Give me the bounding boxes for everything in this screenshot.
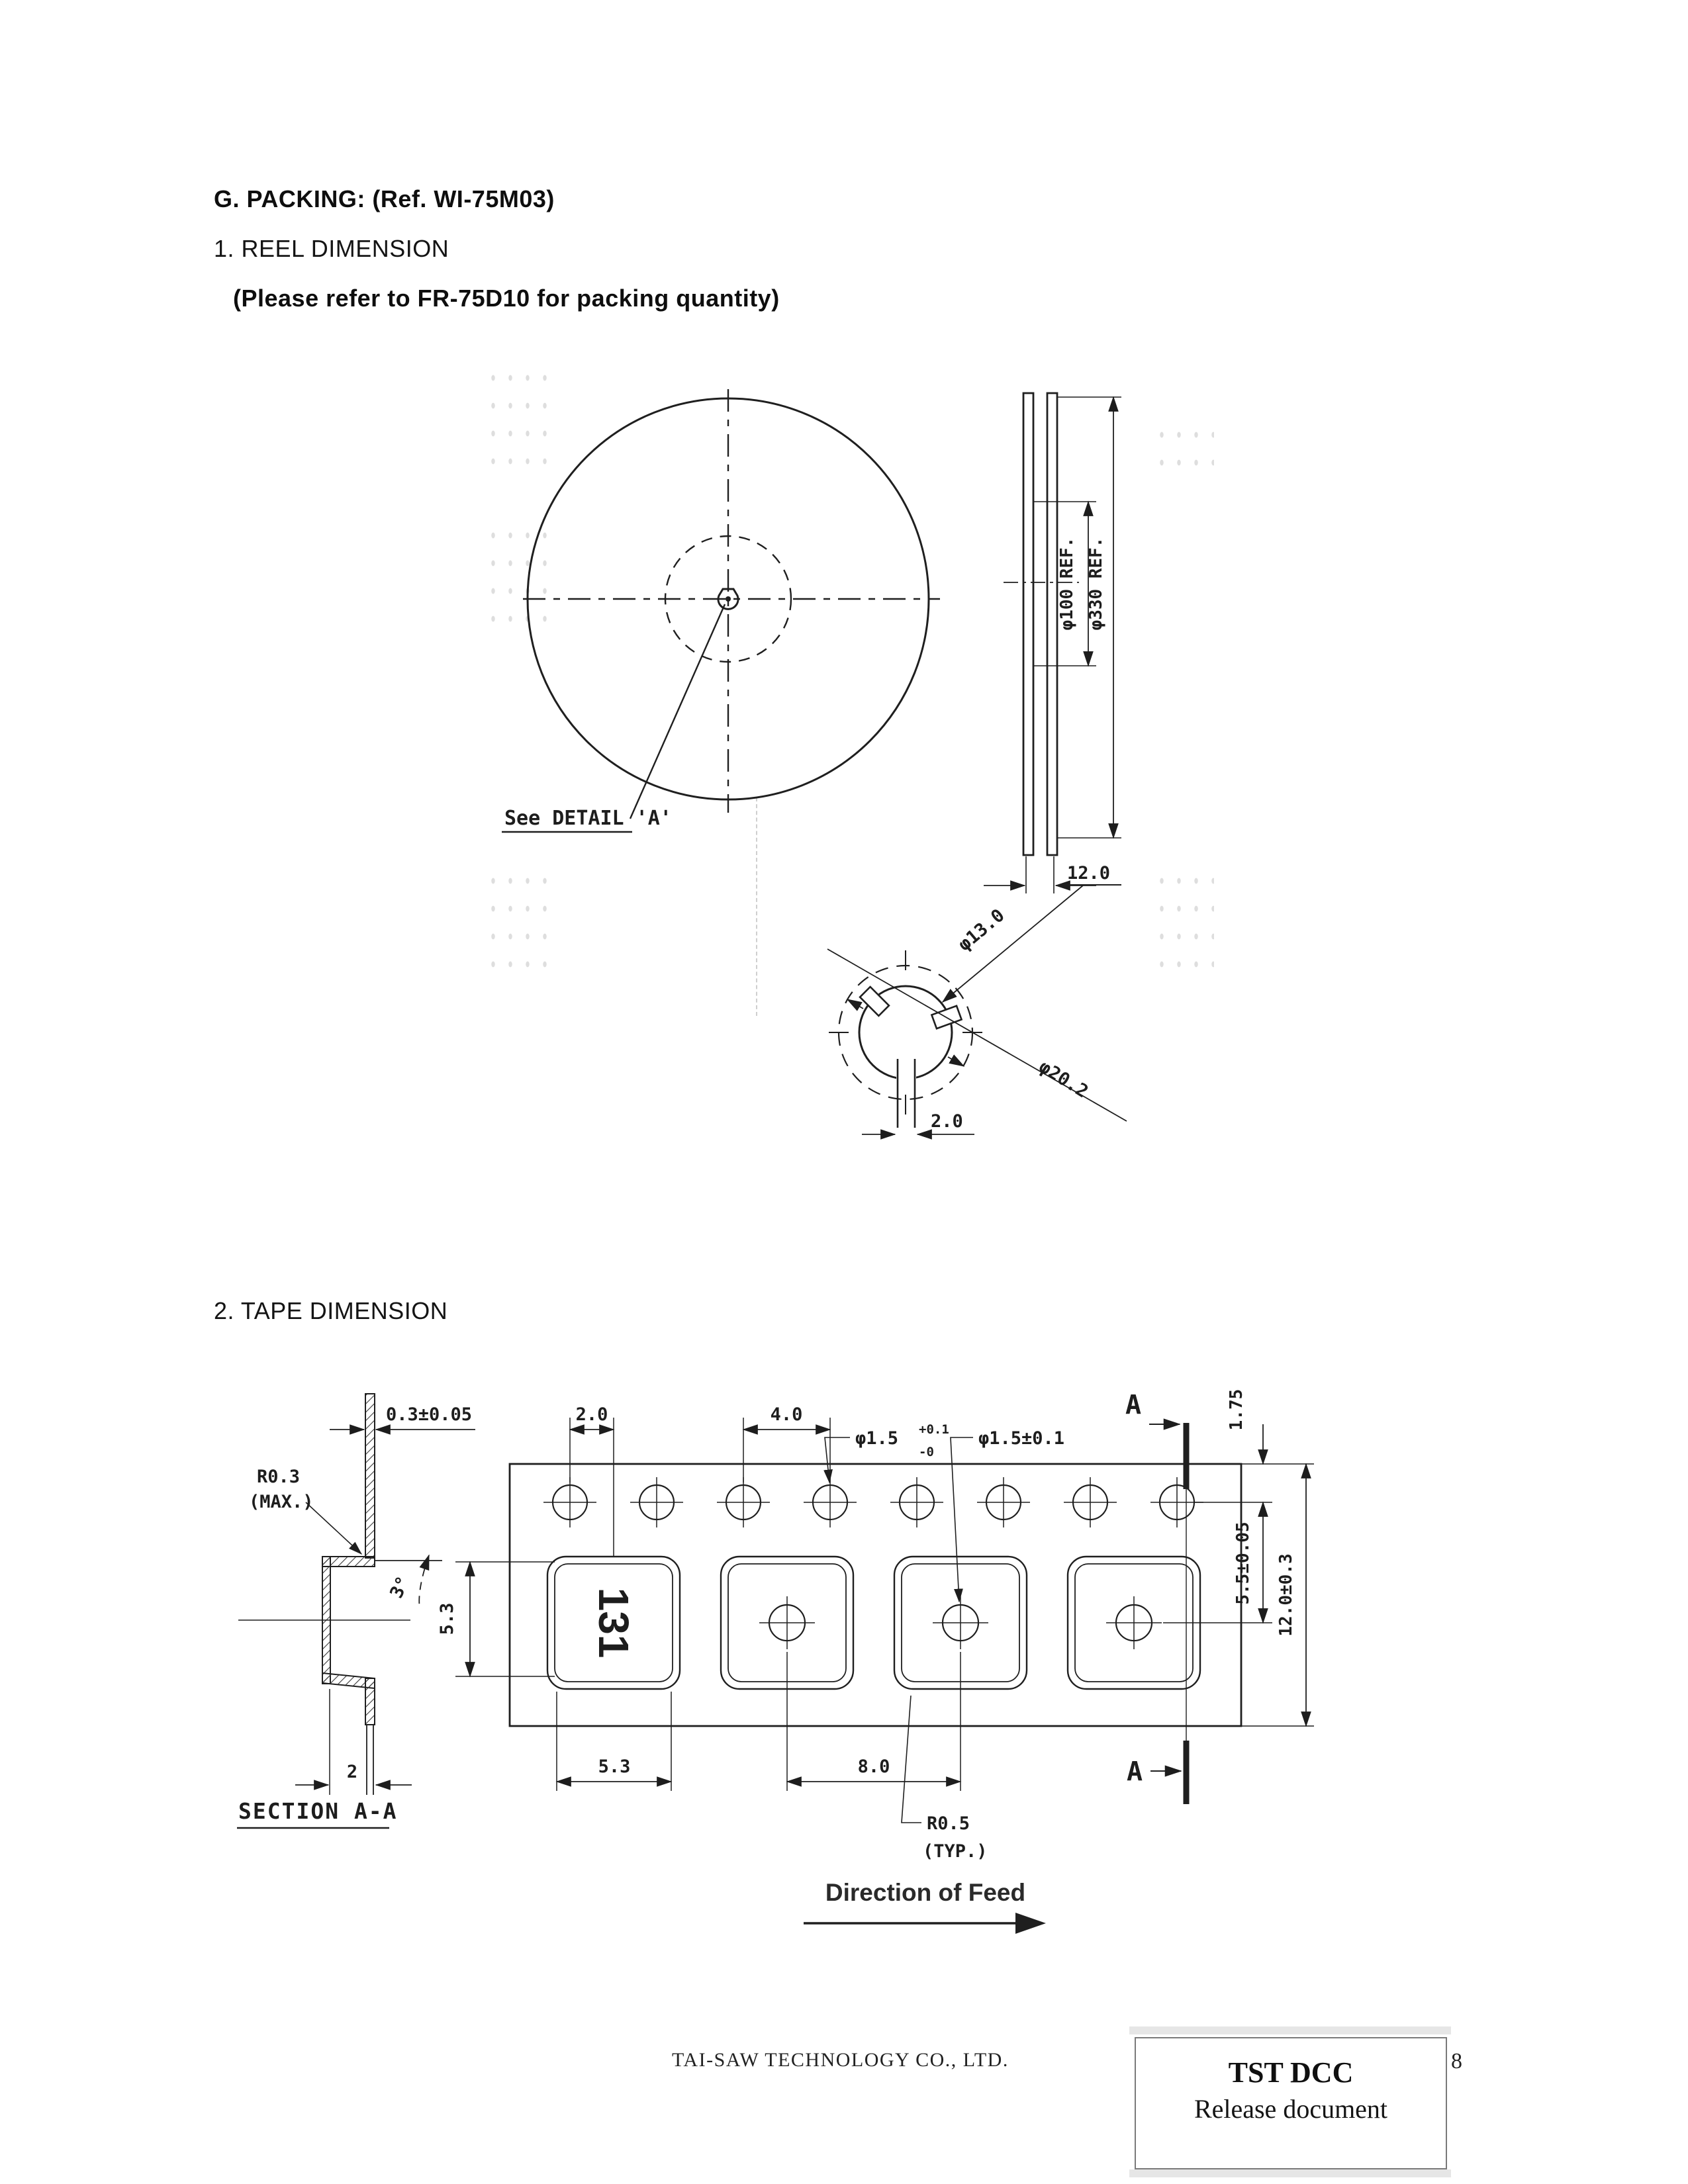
sprocket-hole-dia-leader xyxy=(825,1437,850,1482)
reel-width-label: 12.0 xyxy=(1067,863,1111,884)
sprocket-holes xyxy=(543,1477,1203,1527)
section-mark-bottom: A xyxy=(1126,1756,1143,1787)
corner-radius-label: R0.5 xyxy=(927,1813,970,1834)
corner-radius-typ-label: (TYP.) xyxy=(923,1841,988,1862)
stamp-subtitle: Release document xyxy=(1194,2094,1388,2124)
edge-to-hole-label: 1.75 xyxy=(1227,1388,1246,1431)
company-name: TAI-SAW TECHNOLOGY CO., LTD. xyxy=(672,2049,1009,2071)
tape-thickness-label: 0.3±0.05 xyxy=(385,1404,473,1425)
section-aa-profile xyxy=(237,1394,555,1828)
section-title: G. PACKING: (Ref. WI-75M03) xyxy=(214,185,555,212)
reel-dimension-drawing xyxy=(0,344,1688,1191)
r05-leader xyxy=(902,1696,921,1823)
flange-right xyxy=(1047,393,1057,855)
tape-top-view xyxy=(510,1418,1314,1934)
reel-side-view xyxy=(984,393,1121,893)
r03-leader xyxy=(306,1502,361,1554)
feed-arrow-head xyxy=(1015,1913,1046,1934)
pocket-hole-dia-label: φ1.5±0.1 xyxy=(978,1428,1065,1449)
stamp-title: TST DCC xyxy=(1228,2056,1354,2089)
pocket-height-label: 5.3 xyxy=(437,1602,457,1635)
angle-leader xyxy=(419,1555,429,1608)
pockets xyxy=(547,1557,1200,1689)
packing-quantity-note: (Please refer to FR-75D10 for packing quantity) xyxy=(233,285,780,312)
sprocket-hole-tol-sub: -0 xyxy=(919,1445,934,1459)
edge-radius-max-label: (MAX.) xyxy=(249,1492,314,1512)
pocket-pitch-label: 8.0 xyxy=(857,1756,890,1777)
pocket-width-label: 5.3 xyxy=(598,1756,631,1777)
hub-outer-dia-label: φ20.2 xyxy=(1035,1056,1092,1103)
stamp-scan-strip xyxy=(1129,2026,1451,2034)
flange-left xyxy=(1023,393,1033,855)
hole-to-pocket-label: 2.0 xyxy=(575,1404,608,1425)
reel-front-view xyxy=(502,389,940,832)
hub-slot-width-label: 2.0 xyxy=(931,1111,963,1132)
sprocket-pitch-label: 4.0 xyxy=(770,1404,803,1425)
sprocket-hole-tol-sup: +0.1 xyxy=(919,1422,949,1437)
pocket-hole-dia-leader xyxy=(951,1437,973,1602)
stamp-scan-strip xyxy=(1129,2169,1451,2177)
subsection-tape-dimension: 2. TAPE DIMENSION xyxy=(214,1297,448,1324)
see-detail-label: See DETAIL 'A' xyxy=(504,807,672,830)
subsection-reel-dimension: 1. REEL DIMENSION xyxy=(214,235,449,262)
tape-dimension-drawing xyxy=(0,1350,1688,1972)
feed-direction-label: Direction of Feed xyxy=(825,1879,1026,1906)
edge-radius-label: R0.3 xyxy=(257,1467,301,1487)
chip-marking: 131 xyxy=(590,1587,637,1659)
tape-width-label: 12.0±0.3 xyxy=(1276,1553,1296,1637)
section-mark-top: A xyxy=(1125,1390,1142,1420)
bend-angle-label: 3° xyxy=(386,1573,414,1602)
tail-width-label: 2 xyxy=(346,1762,358,1782)
sprocket-hole-dia-label: φ1.5 xyxy=(855,1428,899,1449)
section-aa-title: SECTION A-A xyxy=(238,1798,398,1824)
hub-diameter-ref-label: φ100 REF. xyxy=(1057,537,1077,631)
page-number: 8 xyxy=(1451,2049,1462,2073)
pocket-center-holes xyxy=(759,1596,1162,1649)
outer-diameter-ref-label: φ330 REF. xyxy=(1086,537,1106,631)
hub-hole-dia-label: φ13.0 xyxy=(954,905,1009,956)
dcc-stamp xyxy=(1135,2037,1447,2169)
hole-to-pocket-center-label: 5.5±0.05 xyxy=(1233,1522,1253,1605)
